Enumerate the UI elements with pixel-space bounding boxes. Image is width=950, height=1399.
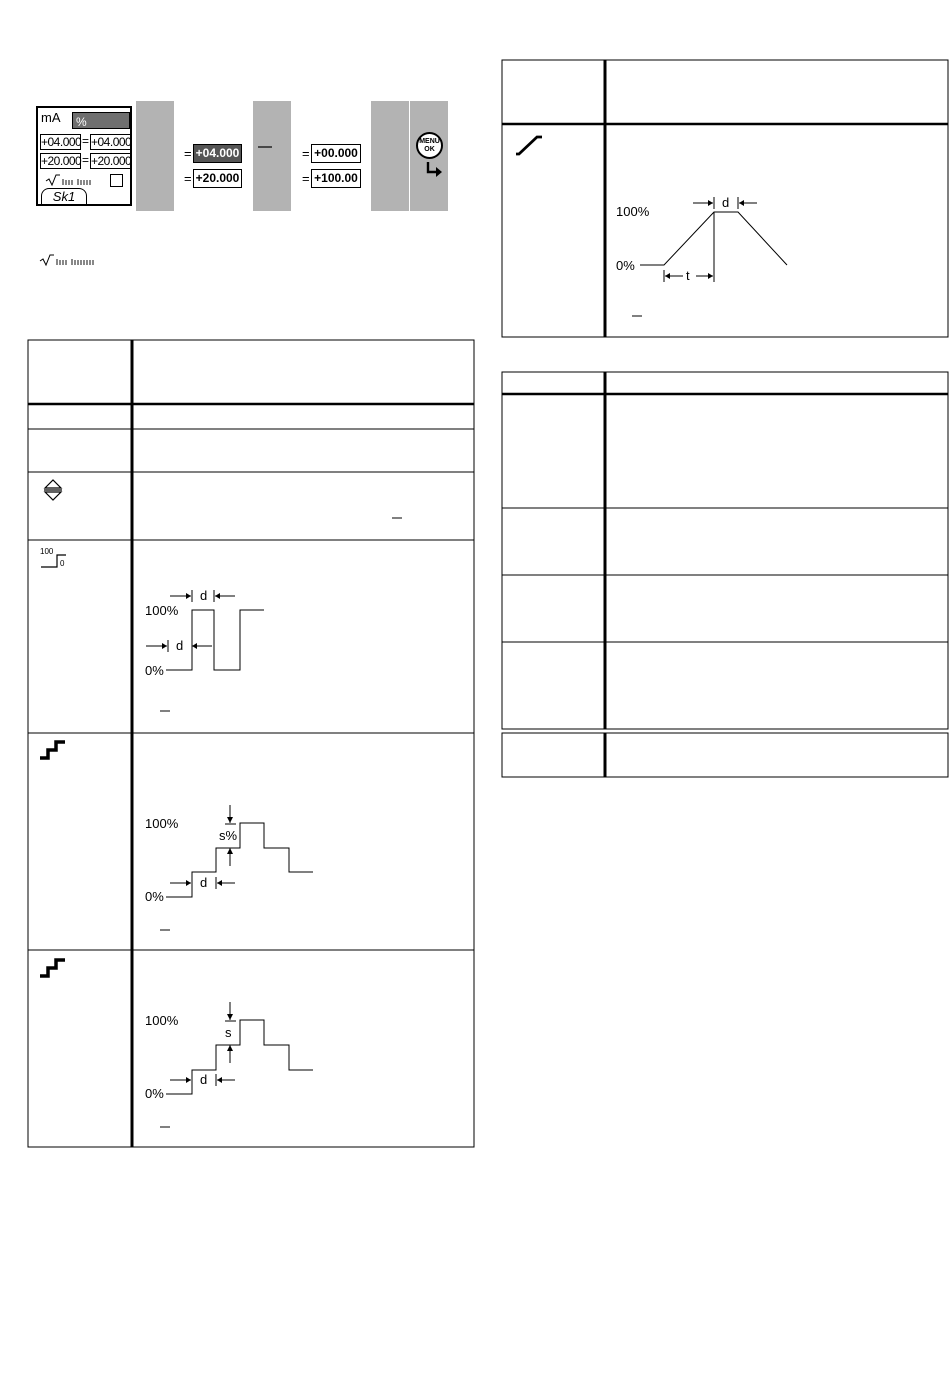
staircase-absolute-100-label: 100%: [145, 1013, 179, 1028]
square-wave-100-label: 100%: [145, 603, 179, 618]
unit-label: mA: [41, 110, 61, 125]
input-high-equals: =: [184, 171, 192, 186]
output-high-value[interactable]: +100.00: [311, 169, 361, 188]
staircase-absolute-0-label: 0%: [145, 1086, 164, 1101]
output-high-equals: =: [302, 171, 310, 186]
staircase-percent-0-label: 0%: [145, 889, 164, 904]
ramp-0-label: 0%: [616, 258, 635, 273]
row2-left-field[interactable]: +20.000: [41, 154, 82, 168]
row1-right-field[interactable]: +04.000: [91, 135, 132, 149]
staircase-absolute-d-label: d: [200, 1072, 208, 1087]
ramp-d-label: d: [722, 195, 730, 210]
tab-sk1-label: Sk1: [52, 189, 76, 204]
two-state-icon-high: 100: [40, 547, 54, 556]
mode-label: %: [76, 115, 87, 129]
staircase-percent-d-label: d: [200, 875, 208, 890]
ramp-t-label: t: [686, 268, 690, 283]
square-wave-d-top-label: d: [200, 588, 208, 603]
input-high-value[interactable]: +20.000: [193, 169, 242, 188]
staircase-percent-100-label: 100%: [145, 816, 179, 831]
two-state-icon-low: 0: [60, 559, 65, 568]
staircase-percent-s-label: s%: [219, 828, 238, 843]
row1-left-field[interactable]: +04.000: [41, 135, 82, 149]
row1-equals: =: [82, 134, 90, 148]
ramp-100-label: 100%: [616, 204, 650, 219]
output-low-equals: =: [302, 146, 310, 161]
staircase-absolute-s-label: s: [225, 1025, 232, 1040]
input-low-value[interactable]: +04.000: [193, 144, 242, 163]
output-low-value[interactable]: +00.000: [311, 144, 361, 163]
ok-label: OK: [424, 146, 435, 153]
input-low-equals: =: [184, 146, 192, 161]
menu-label: MENU: [419, 138, 440, 145]
row2-right-field[interactable]: +20.000: [91, 154, 132, 168]
square-wave-0-label: 0%: [145, 663, 164, 678]
row2-equals: =: [82, 153, 90, 167]
square-wave-d-mid-label: d: [176, 638, 184, 653]
